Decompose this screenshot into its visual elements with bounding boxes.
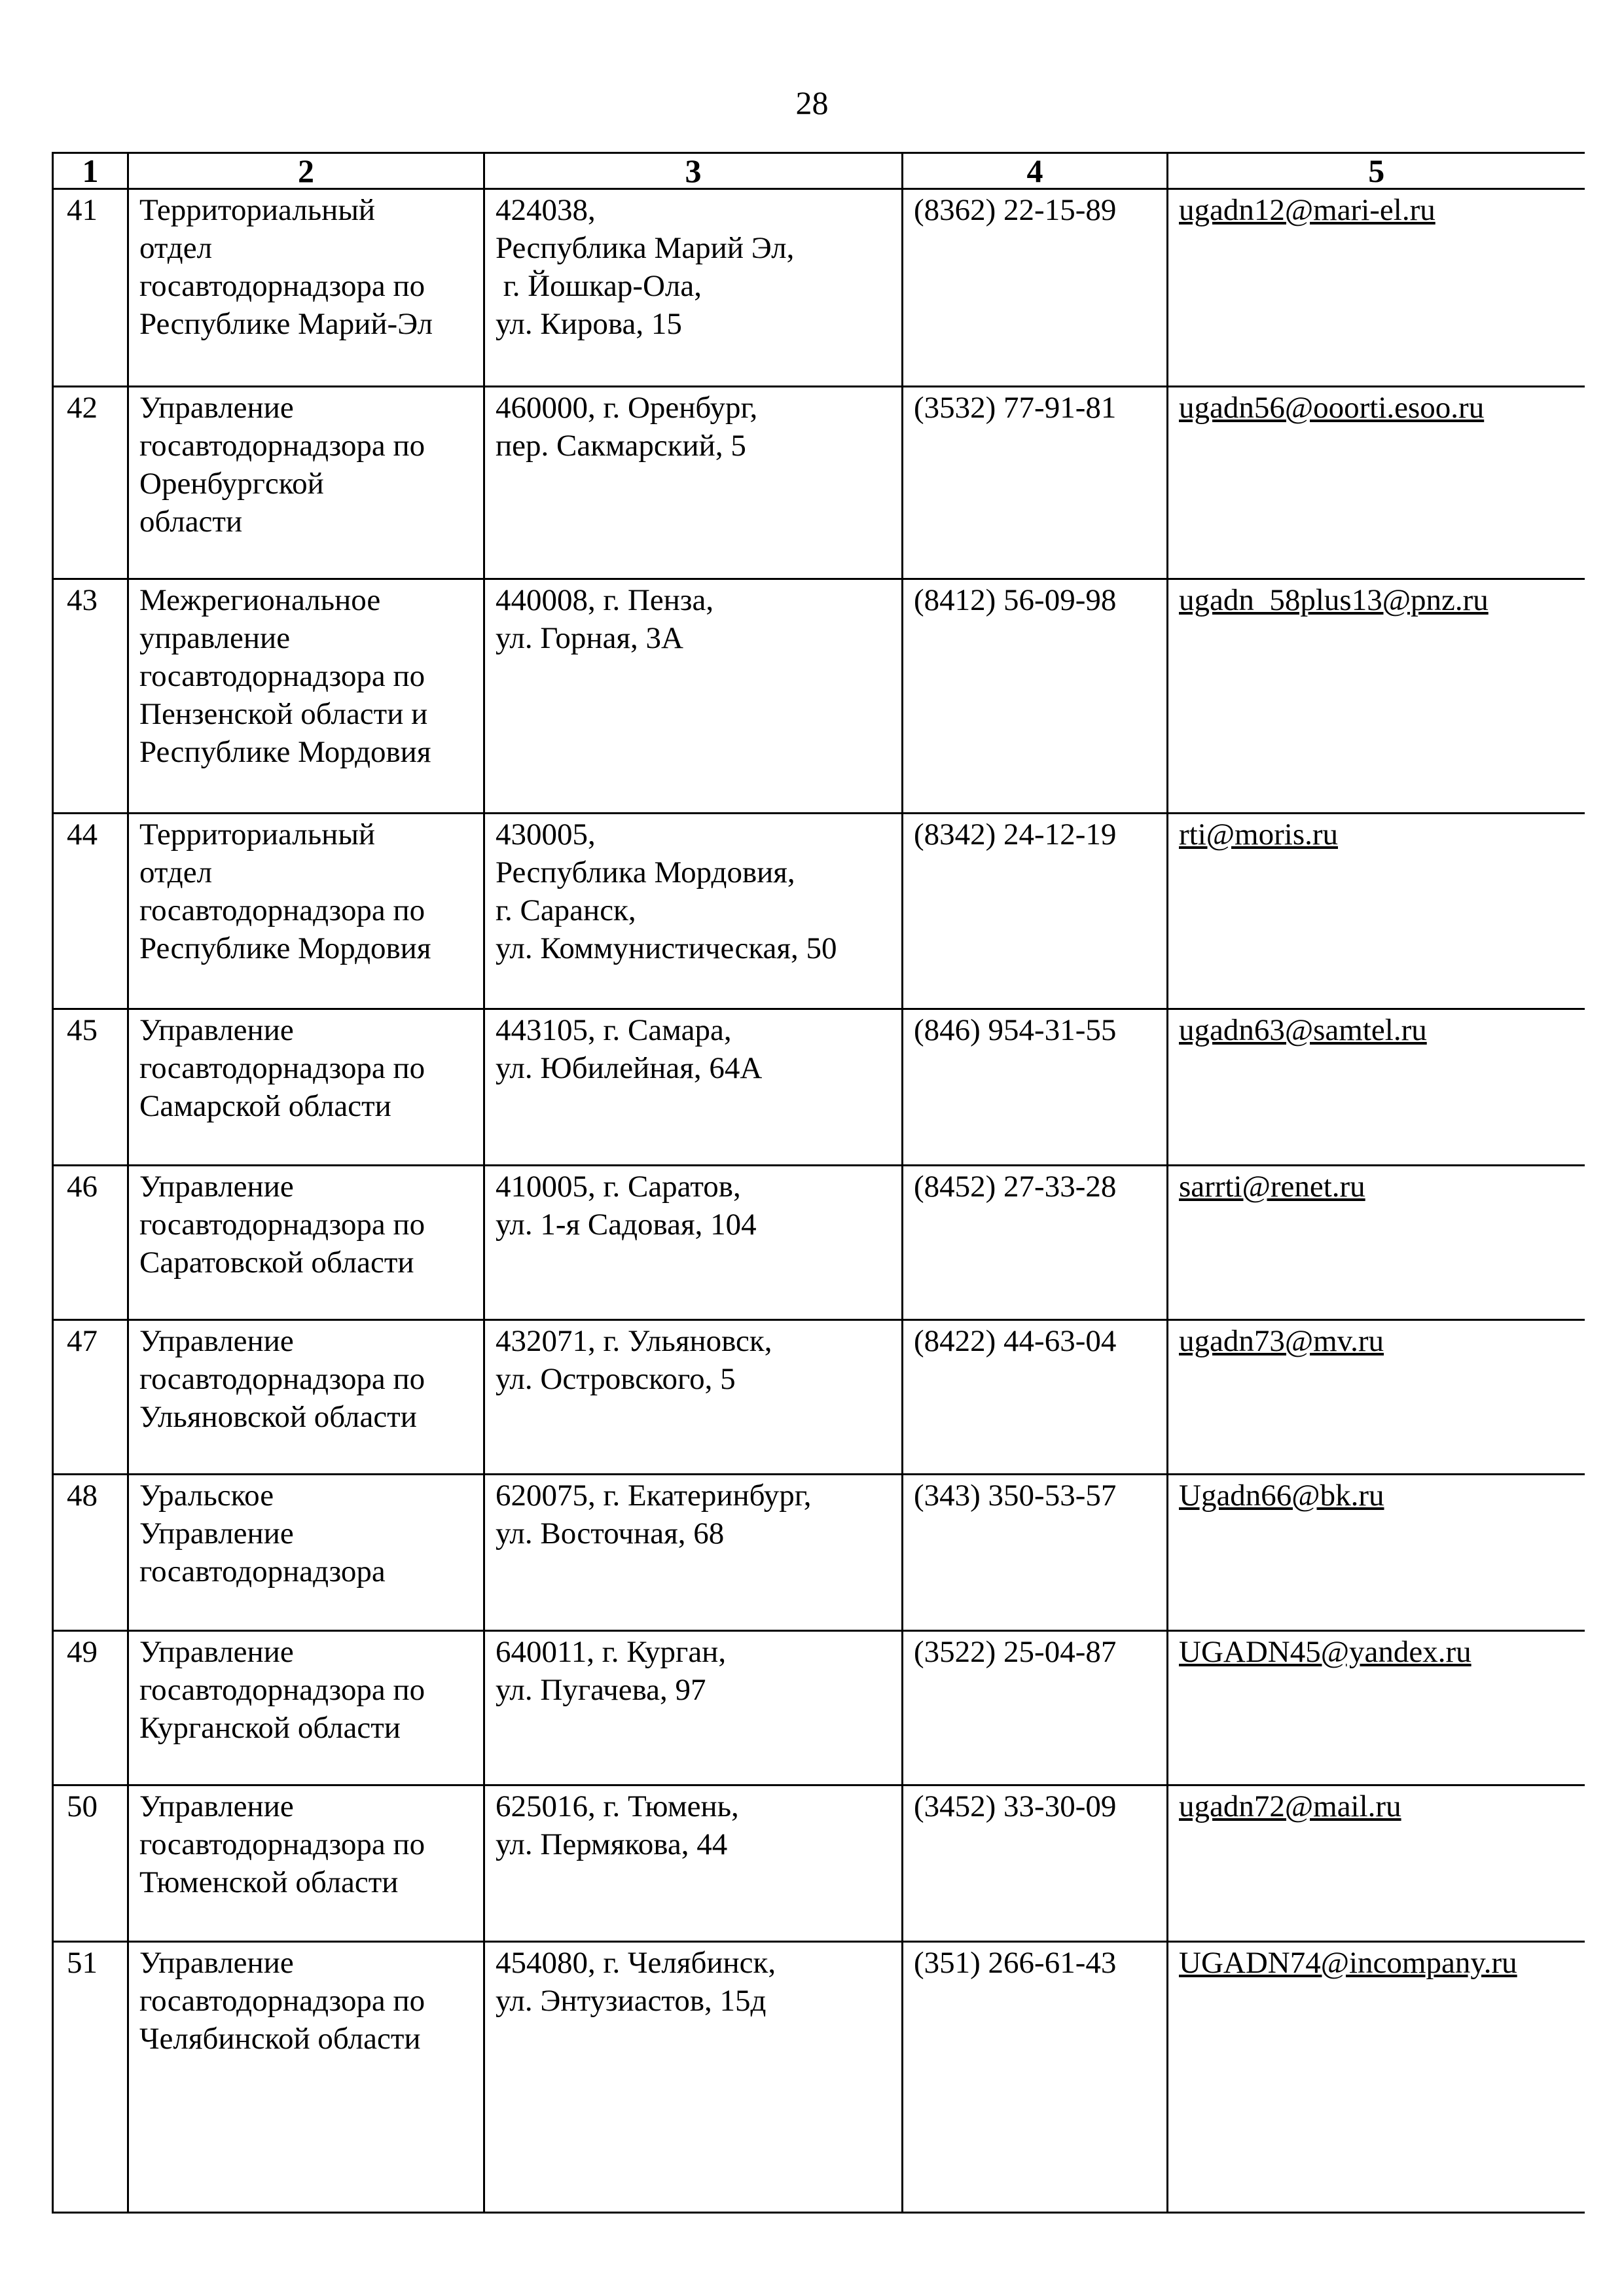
phone: (8412) 56-09-98 [903, 579, 1168, 814]
organization-name-line: Республике Мордовия [139, 931, 431, 965]
row-number: 48 [53, 1475, 128, 1631]
organization-name-line: Тюменской области [139, 1865, 399, 1899]
email-link[interactable]: ugadn12@mari-el.ru [1179, 193, 1435, 227]
organization-name-line: Управление [139, 1789, 294, 1823]
phone: (3532) 77-91-81 [903, 387, 1168, 579]
email-link[interactable]: ugadn_58plus13@pnz.ru [1179, 583, 1489, 617]
email-cell [1168, 1631, 1585, 1785]
address-line: 443105, г. Самара, [496, 1013, 732, 1047]
address [484, 1785, 903, 1942]
table-row [53, 1320, 1585, 1475]
organization-name-line: Курганской области [139, 1711, 401, 1745]
column-header: 1 [53, 153, 128, 189]
organization-name [128, 387, 484, 579]
phone: (8452) 27-33-28 [903, 1166, 1168, 1320]
address-line: Республика Мордовия, [496, 855, 795, 889]
phone: (8342) 24-12-19 [903, 814, 1168, 1009]
organization-name-line: отдел [139, 855, 213, 889]
organization-name-line: Уральское [139, 1479, 274, 1513]
organization-name-line: отдел [139, 231, 213, 265]
email-cell [1168, 1166, 1585, 1320]
address-line: ул. Горная, 3А [496, 621, 684, 655]
organization-name-line: Пензенской области и [139, 697, 428, 731]
row-number: 47 [53, 1320, 128, 1475]
row-number: 51 [53, 1942, 128, 2213]
organization-name-line: госавтодорнадзора по [139, 1362, 425, 1396]
organization-name-line: госавтодорнадзора по [139, 1827, 425, 1861]
column-header: 2 [128, 153, 484, 189]
email-cell [1168, 579, 1585, 814]
organization-name-line: госавтодорнадзора по [139, 429, 425, 463]
email-cell [1168, 1942, 1585, 2213]
phone: (3522) 25-04-87 [903, 1631, 1168, 1785]
organization-name-line: Территориальный [139, 193, 376, 227]
address-line: ул. Островского, 5 [496, 1362, 736, 1396]
table-row [53, 387, 1585, 579]
email-link[interactable]: ugadn73@mv.ru [1179, 1324, 1384, 1358]
email-link[interactable]: UGADN74@incompany.ru [1179, 1946, 1517, 1980]
organization-name-line: Ульяновской области [139, 1400, 417, 1434]
organization-name [128, 1009, 484, 1166]
organization-name-line: госавтодорнадзора по [139, 1673, 425, 1707]
table-row [53, 1009, 1585, 1166]
address-line: 640011, г. Курган, [496, 1635, 727, 1669]
organization-name-line: госавтодорнадзора по [139, 893, 425, 927]
email-link[interactable]: ugadn56@ooorti.esoo.ru [1179, 391, 1485, 425]
address [484, 1320, 903, 1475]
organization-name-line: Управление [139, 1635, 294, 1669]
organization-name [128, 189, 484, 387]
address-line: ул. Коммунистическая, 50 [496, 931, 837, 965]
organization-name-line: Управление [139, 1170, 294, 1204]
phone: (3452) 33-30-09 [903, 1785, 1168, 1942]
organization-name-line: Республике Мордовия [139, 735, 431, 769]
table-row [53, 1475, 1585, 1631]
address-line: ул. Пугачева, 97 [496, 1673, 706, 1707]
address [484, 1475, 903, 1631]
email-link[interactable]: Ugadn66@bk.ru [1179, 1479, 1384, 1513]
address-line: г. Йошкар-Ола, [496, 269, 702, 303]
column-header: 4 [903, 153, 1168, 189]
row-number: 45 [53, 1009, 128, 1166]
address-line: 460000, г. Оренбург, [496, 391, 758, 425]
address [484, 814, 903, 1009]
email-cell [1168, 1475, 1585, 1631]
table-row [53, 814, 1585, 1009]
phone: (343) 350-53-57 [903, 1475, 1168, 1631]
email-link[interactable]: ugadn63@samtel.ru [1179, 1013, 1427, 1047]
column-number-header [53, 153, 1585, 189]
organization-name [128, 814, 484, 1009]
phone: (8362) 22-15-89 [903, 189, 1168, 387]
address-line: 430005, [496, 817, 596, 852]
column-header: 5 [1168, 153, 1585, 189]
organization-name [128, 1320, 484, 1475]
organization-name-line: Челябинской области [139, 2022, 421, 2056]
phone: (846) 954-31-55 [903, 1009, 1168, 1166]
address-line: 424038, [496, 193, 596, 227]
row-number: 50 [53, 1785, 128, 1942]
address-line: 440008, г. Пенза, [496, 583, 714, 617]
organization-name-line: госавтодорнадзора по [139, 1984, 425, 2018]
address [484, 1631, 903, 1785]
phone: (351) 266-61-43 [903, 1942, 1168, 2213]
organization-name-line: Управление [139, 1013, 294, 1047]
address-line: ул. Восточная, 68 [496, 1516, 725, 1551]
email-cell [1168, 814, 1585, 1009]
address-line: ул. Юбилейная, 64А [496, 1051, 763, 1085]
email-link[interactable]: sarrti@renet.ru [1179, 1170, 1365, 1204]
organization-name-line: Республике Марий-Эл [139, 307, 433, 341]
address [484, 1009, 903, 1166]
email-cell [1168, 1320, 1585, 1475]
address [484, 387, 903, 579]
address-line: 454080, г. Челябинск, [496, 1946, 776, 1980]
address-line: 625016, г. Тюмень, [496, 1789, 739, 1823]
organization-name-line: Межрегиональное [139, 583, 381, 617]
organization-name [128, 1942, 484, 2213]
organization-name [128, 1631, 484, 1785]
address-line: ул. Пермякова, 44 [496, 1827, 728, 1861]
email-cell [1168, 1009, 1585, 1166]
email-link[interactable]: UGADN45@yandex.ru [1179, 1635, 1471, 1669]
address-line: 432071, г. Ульяновск, [496, 1324, 772, 1358]
email-link[interactable]: ugadn72@mail.ru [1179, 1789, 1401, 1823]
organization-name-line: Управление [139, 1324, 294, 1358]
organization-name [128, 1785, 484, 1942]
organization-name-line: Оренбургской [139, 467, 324, 501]
table-row [53, 189, 1585, 387]
address [484, 189, 903, 387]
organization-name-line: госавтодорнадзора [139, 1554, 386, 1588]
column-header: 3 [484, 153, 903, 189]
organization-name-line: Самарской области [139, 1089, 391, 1123]
organization-name-line: госавтодорнадзора по [139, 1208, 425, 1242]
address [484, 579, 903, 814]
table-row [53, 1942, 1585, 2213]
organization-name-line: Управление [139, 391, 294, 425]
address-line: Республика Марий Эл, [496, 231, 795, 265]
row-number: 43 [53, 579, 128, 814]
email-cell [1168, 1785, 1585, 1942]
address-line: г. Саранск, [496, 893, 636, 927]
address-line: 620075, г. Екатеринбург, [496, 1479, 812, 1513]
table-row [53, 579, 1585, 814]
email-cell [1168, 387, 1585, 579]
contacts-table [52, 152, 1585, 2214]
table-row [53, 1785, 1585, 1942]
row-number: 42 [53, 387, 128, 579]
table-row [53, 1631, 1585, 1785]
address [484, 1166, 903, 1320]
table-row [53, 1166, 1585, 1320]
page-number: 28 [795, 84, 829, 121]
row-number: 46 [53, 1166, 128, 1320]
organization-name [128, 1166, 484, 1320]
organization-name-line: Территориальный [139, 817, 376, 852]
organization-name-line: Саратовской области [139, 1246, 414, 1280]
organization-name-line: управление [139, 621, 291, 655]
organization-name-line: госавтодорнадзора по [139, 659, 425, 693]
organization-name-line: области [139, 505, 243, 539]
address [484, 1942, 903, 2213]
organization-name-line: госавтодорнадзора по [139, 269, 425, 303]
organization-name-line: госавтодорнадзора по [139, 1051, 425, 1085]
organization-name [128, 579, 484, 814]
organization-name-line: Управление [139, 1516, 294, 1551]
address-line: 410005, г. Саратов, [496, 1170, 741, 1204]
email-link[interactable]: rti@moris.ru [1179, 817, 1339, 852]
address-line: ул. 1-я Садовая, 104 [496, 1208, 757, 1242]
address-line: пер. Сакмарский, 5 [496, 429, 746, 463]
email-cell [1168, 189, 1585, 387]
address-line: ул. Энтузиастов, 15д [496, 1984, 767, 2018]
address-line: ул. Кирова, 15 [496, 307, 682, 341]
row-number: 44 [53, 814, 128, 1009]
phone: (8422) 44-63-04 [903, 1320, 1168, 1475]
row-number: 41 [53, 189, 128, 387]
row-number: 49 [53, 1631, 128, 1785]
organization-name-line: Управление [139, 1946, 294, 1980]
organization-name [128, 1475, 484, 1631]
